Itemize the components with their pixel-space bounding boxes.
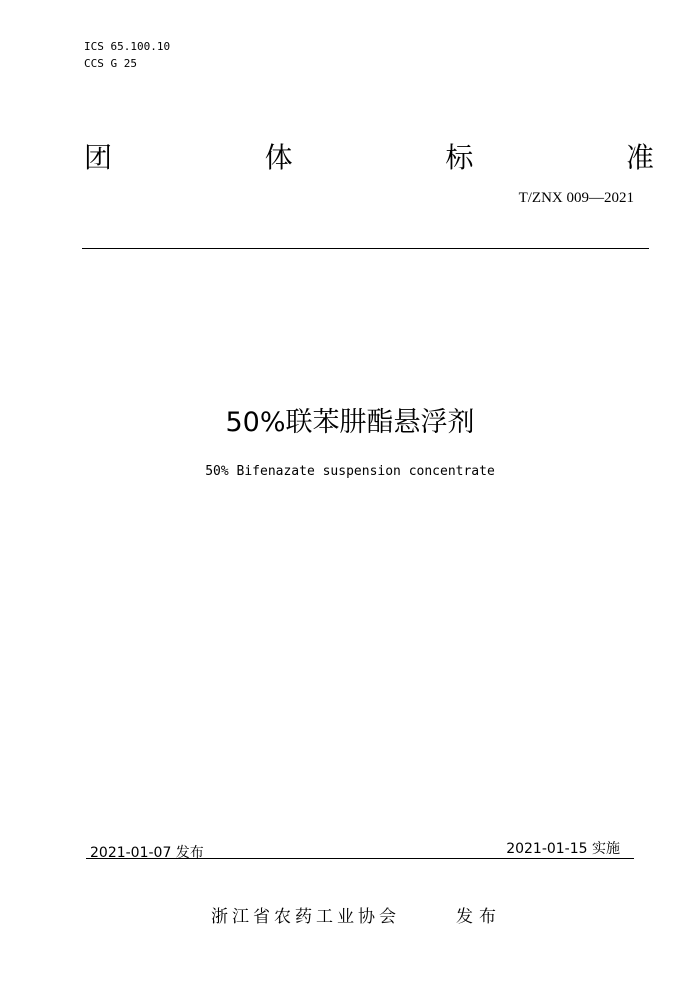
- publish-date: 2021-01-07 发布: [90, 845, 204, 861]
- document-subtitle: 50% Bifenazate suspension concentrate: [205, 464, 495, 479]
- dates-row: [86, 838, 634, 860]
- standard-type-char-1: 团: [84, 141, 113, 174]
- ccs-code: CCS G 25: [84, 57, 137, 70]
- standard-type-title: [84, 136, 654, 176]
- publisher-action: 发布: [456, 907, 502, 927]
- document-title: 50%联苯肼酯悬浮剂: [225, 407, 475, 438]
- standard-number: T/ZNX 009—2021: [518, 190, 634, 206]
- ics-code: ICS 65.100.10: [84, 40, 171, 53]
- standard-type-char-2: 体: [264, 141, 293, 174]
- implement-date: 2021-01-15 实施: [506, 841, 620, 857]
- header-divider: [82, 248, 649, 249]
- standard-type-char-4: 准: [625, 141, 654, 174]
- classification-codes: [84, 38, 170, 72]
- dates-divider: [86, 858, 634, 859]
- publisher-name: 浙江省农药工业协会: [211, 907, 400, 927]
- standard-type-char-3: 标: [445, 141, 474, 174]
